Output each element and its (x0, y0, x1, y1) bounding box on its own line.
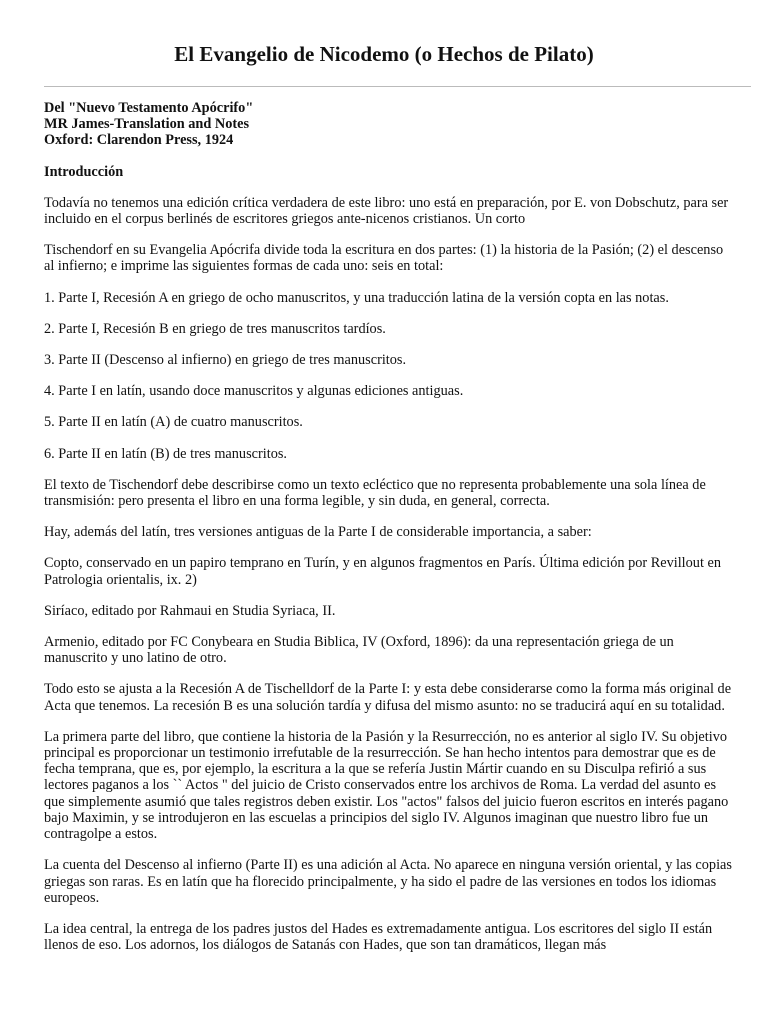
list-item: 3. Parte II (Descenso al infierno) en griego de tres manuscritos. (44, 352, 407, 369)
paragraph: La cuenta del Descenso al infierno (Parte II) es una adición al Acta. No aparece en ninguna versión oriental, y las copias griegas son raras. Es en latín que ha florecido principalmente, y ha sido el padre de las versiones en todos los idiomas europeos. (44, 857, 732, 906)
section-heading: Introducción (44, 163, 124, 180)
paragraph: La idea central, la entrega de los padres justos del Hades es extremadamente antigua. Los escritores del siglo II están llenos de eso. Los adornos, los diálogos de Satanás con Hades, que son tan dramáticos, llegan más (44, 920, 713, 954)
list-item: 1. Parte I, Recesión A en griego de ocho manuscritos, y una traducción latina de la versión copta en las notas. (44, 289, 669, 306)
document-body (44, 100, 734, 968)
paragraph: La primera parte del libro, que contiene la historia de la Pasión y la Resurrección, no es anterior al siglo IV. Su objetivo principal es proporcionar un testimonio irrefutable de la resurrección. Se han hecho intentos para demostrar que es de fecha temprana, que es, por ejemplo, la escritura a la que se refería Justin Mártir cuando en su Disculpa refirió a sus lectores paganos a los `` Actos " del juicio de Cristo conservados entre los archivos de Roma. La verdad del asunto es que simplemente asumió que tales registros deben existir. Los "actos" falsos del juicio fueron escritos en interés pagano bajo Maximin, y se introdujeron en las escuelas a principios del siglo IV. Algunos imaginan que nuestro libro fue un contragolpe a estos. (44, 728, 729, 843)
paragraph: Hay, además del latín, tres versiones antiguas de la Parte I de considerable importancia, a saber: (44, 524, 592, 541)
source-line: Del "Nuevo Testamento Apócrifo" (44, 100, 254, 116)
list-item: 2. Parte I, Recesión B en griego de tres manuscritos tardíos. (44, 320, 386, 337)
source-line: MR James-Translation and Notes (44, 116, 250, 133)
paragraph: El texto de Tischendorf debe describirse como un texto ecléctico que no representa probablemente una sola línea de transmisión: pero presenta el libro en una forma legible, y sin duda, en general, correcta. (44, 476, 706, 510)
title-divider (44, 86, 751, 87)
list-item: 5. Parte II en latín (A) de cuatro manuscritos. (44, 414, 303, 431)
paragraph: Todavía no tenemos una edición crítica verdadera de este libro: uno está en preparación, por E. von Dobschutz, para ser incluido en el corpus berlinés de escritores griegos ante-nicenos cristianos. Un corto (44, 194, 729, 228)
list-item: 6. Parte II en latín (B) de tres manuscritos. (44, 445, 287, 462)
paragraph: Todo esto se ajusta a la Recesión A de Tischelldorf de la Parte I: y esta debe considerarse como la forma más original de Acta que tenemos. La recesión B es una solución tardía y difusa del mismo asunto: no se traducirá aquí en su totalidad. (44, 681, 732, 714)
paragraph: Siríaco, editado por Rahmaui en Studia Syriaca, II. (44, 602, 336, 619)
paragraph: Armenio, editado por FC Conybeara en Studia Biblica, IV (Oxford, 1896): da una representación griega de un manuscrito y uno latino de otro. (44, 634, 674, 667)
source-line: Oxford: Clarendon Press, 1924 (44, 132, 234, 149)
paragraph: Copto, conservado en un papiro temprano en Turín, y en algunos fragmentos en París. Última edición por Revillout en Patrologia orientalis, ix. 2) (44, 555, 721, 588)
paragraph: Tischendorf en su Evangelia Apócrifa divide toda la escritura en dos partes: (1) la historia de la Pasión; (2) el descenso al infierno; e imprime las siguientes formas de cada uno: seis en total: (44, 242, 724, 275)
list-item: 4. Parte I en latín, usando doce manuscritos y algunas ediciones antiguas. (44, 383, 464, 400)
source-citation (44, 100, 734, 149)
document-title: El Evangelio de Nicodemo (o Hechos de Pilato) (174, 42, 594, 66)
